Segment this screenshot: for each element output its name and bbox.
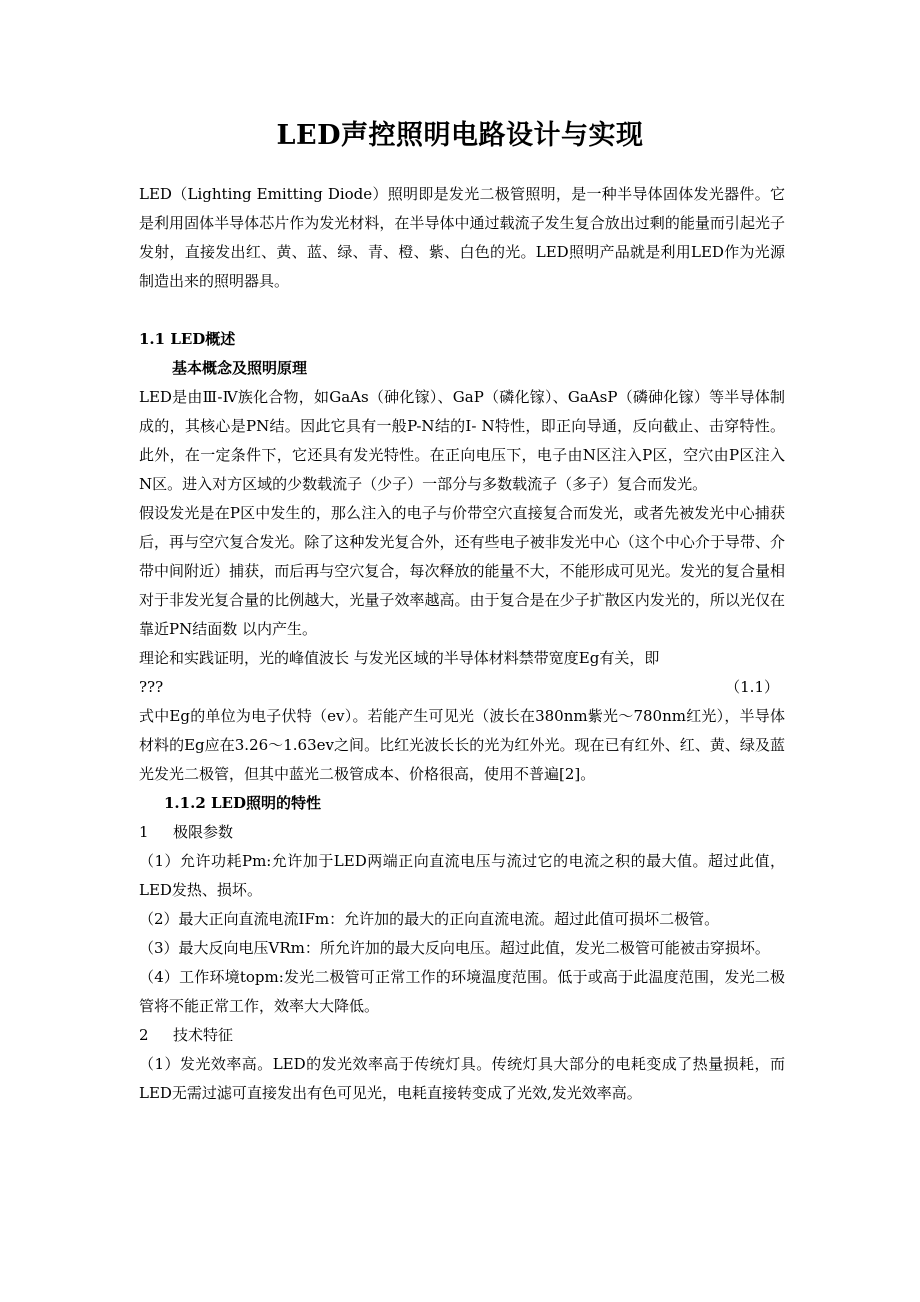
limit-item-forward-current: （2）最大正向直流电流IFm：允许加的最大的正向直流电流。超过此值可损坏二极管。 <box>139 910 720 928</box>
limit-item-reverse-voltage: （3）最大反向电压VRm：所允许加的最大反向电压。超过此值，发光二极管可能被击穿损坏。 <box>139 939 770 957</box>
paragraph-led-composition: LED是由Ⅲ-Ⅳ族化合物，如GaAs（砷化镓）、GaP（磷化镓）、GaAsP（磷砷化镓）等半导体制成的，其核心是PN结。因此它具有一般P-N结的I- N特性，即正向导通，反向截止、击穿特性。此外，在一定条件下，它还具有发光特性。在正向电压下，电子由N区注入P区，空穴由P区注入N区。进入对方区域的少数载流子（少子）一部分与多数载流子（多子）复合而发光。 <box>139 388 785 493</box>
limits-heading <box>139 818 785 847</box>
equation-text: ??? <box>139 678 164 696</box>
subsection-heading-basic-concepts: 基本概念及照明原理 <box>172 359 308 377</box>
features-number: 2 <box>139 1026 149 1044</box>
equation-number: （1.1） <box>725 678 779 696</box>
document-title: LED声控照明电路设计与实现 <box>276 120 644 151</box>
paragraph-wavelength-theory: 理论和实践证明，光的峰值波长 与发光区域的半导体材料禁带宽度Eg有关，即 <box>139 649 660 667</box>
limits-label: 极限参数 <box>173 823 234 841</box>
paragraph-light-emission: 假设发光是在P区中发生的，那么注入的电子与价带空穴直接复合而发光，或者先被发光中心捕获后，再与空穴复合发光。除了这种发光复合外，还有些电子被非发光中心（这个中心介于导带、介带中间附近）捕获，而后再与空穴复合，每次释放的能量不大，不能形成可见光。发光的复合量相对于非发光复合量的比例越大，光量子效率越高。由于复合是在少子扩散区内发光的，所以光仅在靠近PN结面数 以内产生。 <box>139 504 785 638</box>
document-body <box>139 180 785 1108</box>
features-heading <box>139 1021 785 1050</box>
section-heading-1-1: 1.1 LED概述 <box>139 330 236 348</box>
section-heading-1-1-2: 1.1.2 LED照明的特性 <box>164 794 321 812</box>
features-label: 技术特征 <box>173 1026 234 1044</box>
paragraph-eg-units: 式中Eg的单位为电子伏特（ev）。若能产生可见光（波长在380nm紫光～780nm红光），半导体材料的Eg应在3.26～1.63ev之间。比红光波长长的光为红外光。现在已有红外、红、黄、绿及蓝光发光二极管，但其中蓝光二极管成本、价格很高，使用不普遍[2]。 <box>139 707 785 783</box>
limits-number: 1 <box>139 823 149 841</box>
limit-item-power: （1）允许功耗Pm:允许加于LED两端正向直流电压与流过它的电流之积的最大值。超过此值，LED发热、损坏。 <box>139 852 785 899</box>
equation-line <box>139 673 785 702</box>
limit-item-temperature: （4）工作环境topm:发光二极管可正常工作的环境温度范围。低于或高于此温度范围，发光二极管将不能正常工作，效率大大降低。 <box>139 968 785 1015</box>
feature-item-efficiency: （1）发光效率高。LED的发光效率高于传统灯具。传统灯具大部分的电耗变成了热量损耗，而LED无需过滤可直接发出有色可见光，电耗直接转变成了光效,发光效率高。 <box>139 1055 785 1102</box>
intro-paragraph: LED（Lighting Emitting Diode）照明即是发光二极管照明，是一种半导体固体发光器件。它是利用固体半导体芯片作为发光材料，在半导体中通过载流子发生复合放出过剩的能量而引起光子发射，直接发出红、黄、蓝、绿、青、橙、紫、白色的光。LED照明产品就是利用LED作为光源制造出来的照明器具。 <box>139 185 785 290</box>
